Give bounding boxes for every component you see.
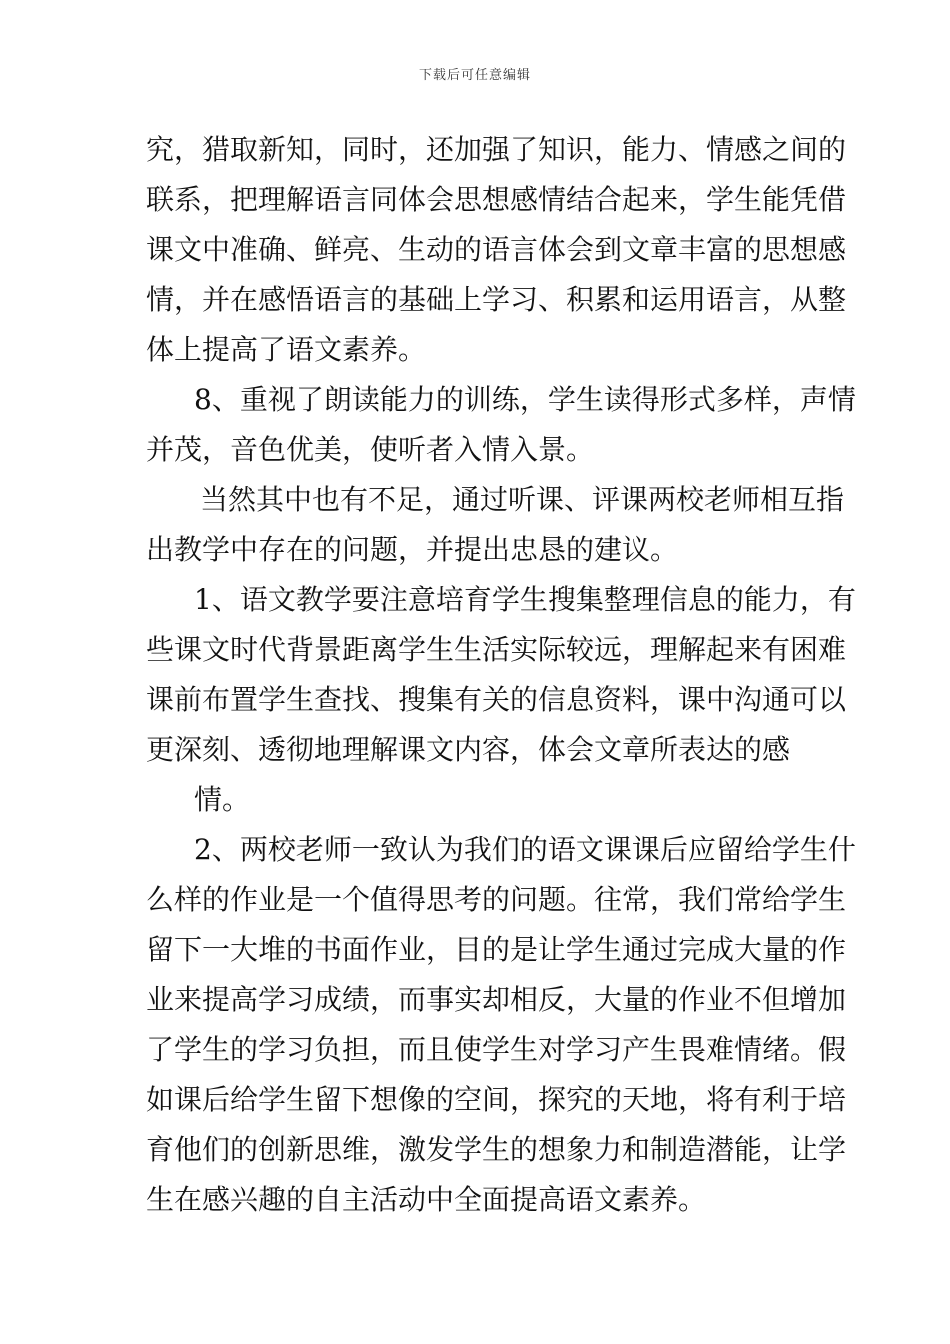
text-line: 了学生的学习负担，而且使学生对学习产生畏难情绪。假 bbox=[146, 1033, 847, 1066]
text-line: 8、重视了朗读能力的训练，学生读得形式多样，声情 bbox=[194, 383, 856, 416]
text-line: 情。 bbox=[194, 783, 251, 816]
text-line: 1、语文教学要注意培育学生搜集整理信息的能力，有 bbox=[194, 583, 856, 616]
text-line: 育他们的创新思维，激发学生的想象力和制造潜能，让学 bbox=[146, 1133, 847, 1166]
text-line: 课前布置学生查找、搜集有关的信息资料，课中沟通可以 bbox=[146, 683, 847, 716]
page-header: 下载后可任意编辑 bbox=[418, 68, 531, 83]
text-line: 究，猎取新知，同时，还加强了知识，能力、情感之间的 bbox=[146, 133, 847, 166]
text-line: 更深刻、透彻地理解课文内容，体会文章所表达的感 bbox=[146, 733, 791, 766]
text-line: 如课后给学生留下想像的空间，探究的天地，将有利于培 bbox=[146, 1083, 847, 1116]
text-line: 留下一大堆的书面作业，目的是让学生通过完成大量的作 bbox=[146, 933, 847, 966]
text-line: 课文中准确、鲜亮、生动的语言体会到文章丰富的思想感 bbox=[146, 233, 847, 266]
text-line: 么样的作业是一个值得思考的问题。往常，我们常给学生 bbox=[146, 883, 847, 916]
text-line: 并茂，音色优美，使听者入情入景。 bbox=[146, 433, 595, 466]
text-line: 联系，把理解语言同体会思想感情结合起来，学生能凭借 bbox=[146, 183, 847, 216]
text-line: 些课文时代背景距离学生生活实际较远，理解起来有困难 bbox=[146, 633, 847, 666]
text-line: 出教学中存在的问题，并提出忠恳的建议。 bbox=[146, 533, 679, 566]
text-line: 情，并在感悟语言的基础上学习、积累和运用语言，从整 bbox=[146, 283, 847, 316]
text-line: 当然其中也有不足，通过听课、评课两校老师相互指 bbox=[200, 483, 845, 516]
text-line: 体上提高了语文素养。 bbox=[146, 333, 427, 366]
text-line: 业来提高学习成绩，而事实却相反，大量的作业不但增加 bbox=[146, 983, 847, 1016]
text-line: 生在感兴趣的自主活动中全面提高语文素养。 bbox=[146, 1183, 707, 1216]
text-line: 2、两校老师一致认为我们的语文课课后应留给学生什 bbox=[194, 833, 856, 866]
